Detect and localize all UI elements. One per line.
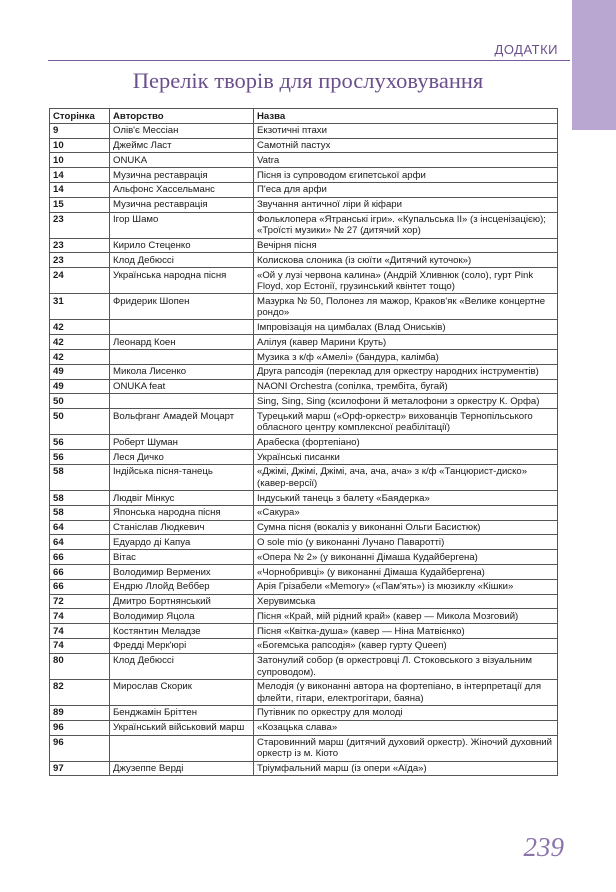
cell-author: Джузеппе Верді	[110, 761, 254, 776]
cell-page: 50	[50, 409, 110, 435]
cell-title: Тріумфальний марш (із опери «Аїда»)	[254, 761, 558, 776]
cell-author	[110, 320, 254, 335]
cell-page: 72	[50, 594, 110, 609]
cell-page: 89	[50, 705, 110, 720]
table-row	[50, 550, 558, 565]
cell-title: Звучання античної ліри й кіфари	[254, 197, 558, 212]
cell-author: Володимир Яцола	[110, 609, 254, 624]
cell-author: Музична реставрація	[110, 168, 254, 183]
page-title: Перелік творів для прослуховування	[132, 68, 484, 93]
header-rule	[48, 60, 570, 61]
cell-page: 82	[50, 679, 110, 705]
cell-author: Японська народна пісня	[110, 505, 254, 520]
cell-page: 96	[50, 735, 110, 761]
cell-title: Самотній пастух	[254, 138, 558, 153]
cell-page: 74	[50, 638, 110, 653]
cell-author: Індійська пісня-танець	[110, 464, 254, 490]
cell-page: 23	[50, 253, 110, 268]
table-row	[50, 253, 558, 268]
table-row	[50, 123, 558, 138]
table-row	[50, 197, 558, 212]
cell-title: Путівник по оркестру для молоді	[254, 705, 558, 720]
cell-author: Костянтин Меладзе	[110, 624, 254, 639]
cell-author: Фредді Мерк'юрі	[110, 638, 254, 653]
cell-title: «Козацька слава»	[254, 720, 558, 735]
cell-author: Альфонс Хассельманс	[110, 182, 254, 197]
table-row	[50, 394, 558, 409]
table-row	[50, 505, 558, 520]
cell-author: Клод Дебюссі	[110, 253, 254, 268]
cell-title: Старовинний марш (дитячий духовий оркестр). Жіночий духовний оркестр із м. Кіото	[254, 735, 558, 761]
table-row	[50, 450, 558, 465]
cell-page: 97	[50, 761, 110, 776]
cell-title: Індуський танець з балету «Баядерка»	[254, 491, 558, 506]
cell-author: Леся Дичко	[110, 450, 254, 465]
cell-title: «Богемська рапсодія» (кавер гурту Queen)	[254, 638, 558, 653]
cell-title: Колискова слоника (із сюїти «Дитячий куточок»)	[254, 253, 558, 268]
table-row	[50, 735, 558, 761]
cell-title: «Сакура»	[254, 505, 558, 520]
table-row	[50, 609, 558, 624]
cell-title: Сумна пісня (вокаліз у виконанні Ольги Басистюк)	[254, 520, 558, 535]
table-row	[50, 364, 558, 379]
cell-author: Леонард Коен	[110, 335, 254, 350]
cell-title: Турецький марш («Орф-оркестр» вихованців Тернопільського обласного центру комплексної реабілітації)	[254, 409, 558, 435]
column-header-author: Авторство	[110, 109, 254, 124]
cell-page: 10	[50, 153, 110, 168]
cell-title: Мелодія (у виконанні автора на фортепіано, в інтерпретації для флейти, гітари, електрогітари, баяна)	[254, 679, 558, 705]
table-row	[50, 535, 558, 550]
cell-page: 42	[50, 335, 110, 350]
cell-author: Фридерик Шопен	[110, 294, 254, 320]
cell-page: 9	[50, 123, 110, 138]
cell-page: 24	[50, 268, 110, 294]
table-row	[50, 638, 558, 653]
table-row	[50, 409, 558, 435]
table-row	[50, 491, 558, 506]
cell-author: ONUKA feat	[110, 379, 254, 394]
cell-page: 74	[50, 609, 110, 624]
cell-author: Дмитро Бортнянський	[110, 594, 254, 609]
table-row	[50, 520, 558, 535]
cell-author: Людвіг Мінкус	[110, 491, 254, 506]
cell-page: 23	[50, 212, 110, 238]
table-row	[50, 679, 558, 705]
cell-author: Володимир Вермених	[110, 565, 254, 580]
cell-page: 56	[50, 435, 110, 450]
cell-page: 42	[50, 320, 110, 335]
cell-title: Фольклопера «Ятранські ігри». «Купальська II» (з інсценізацією); «Троїсті музики» № 27 (дитячий хор)	[254, 212, 558, 238]
cell-author: Олів'є Мессіан	[110, 123, 254, 138]
table-row	[50, 168, 558, 183]
table-row	[50, 565, 558, 580]
cell-title: Пісня із супроводом єгипетської арфи	[254, 168, 558, 183]
cell-page: 23	[50, 238, 110, 253]
cell-author: Кирило Стеценко	[110, 238, 254, 253]
cell-author: Джеймс Ласт	[110, 138, 254, 153]
table-row	[50, 182, 558, 197]
cell-page: 49	[50, 379, 110, 394]
cell-title: «Чорнобривці» (у виконанні Дімаша Кудайбергена)	[254, 565, 558, 580]
table-row	[50, 594, 558, 609]
cell-page: 66	[50, 565, 110, 580]
table-row	[50, 705, 558, 720]
cell-title: Вечірня пісня	[254, 238, 558, 253]
table-row	[50, 653, 558, 679]
table-row	[50, 320, 558, 335]
cell-title: «Джімі, Джімі, Джімі, ача, ача, ача» з к/ф «Танцюрист-диско» (кавер-версії)	[254, 464, 558, 490]
corner-tab	[572, 0, 616, 130]
cell-page: 64	[50, 520, 110, 535]
cell-author: Вольфганг Амадей Моцарт	[110, 409, 254, 435]
cell-page: 66	[50, 579, 110, 594]
cell-page: 56	[50, 450, 110, 465]
table-row	[50, 624, 558, 639]
table-row	[50, 238, 558, 253]
cell-title: «Опера № 2» (у виконанні Дімаша Кудайбергена)	[254, 550, 558, 565]
cell-author	[110, 350, 254, 365]
cell-page: 42	[50, 350, 110, 365]
cell-author: Українська народна пісня	[110, 268, 254, 294]
cell-author: Мирослав Скорик	[110, 679, 254, 705]
cell-title: Пісня «Край, мій рідний край» (кавер — Микола Мозговий)	[254, 609, 558, 624]
cell-page: 15	[50, 197, 110, 212]
cell-page: 10	[50, 138, 110, 153]
cell-author: Вітас	[110, 550, 254, 565]
table-row	[50, 761, 558, 776]
cell-author: Станіслав Людкевич	[110, 520, 254, 535]
cell-title: Vatra	[254, 153, 558, 168]
cell-author: Клод Дебюссі	[110, 653, 254, 679]
cell-title: Арія Грізабели «Memory» («Пам'ять») із мюзиклу «Кішки»	[254, 579, 558, 594]
section-label: ДОДАТКИ	[494, 42, 558, 57]
cell-page: 31	[50, 294, 110, 320]
cell-title: Імпровізація на цимбалах (Влад Ониськів)	[254, 320, 558, 335]
cell-title: NAONI Orchestra (сопілка, трембіта, бугай)	[254, 379, 558, 394]
cell-author: Бенджамін Бріттен	[110, 705, 254, 720]
cell-title: Мазурка № 50, Полонез ля мажор, Краков'як «Велике концертне рондо»	[254, 294, 558, 320]
cell-author: Ендрю Ллойд Веббер	[110, 579, 254, 594]
cell-title: Пісня «Квітка-душа» (кавер — Ніна Матвієнко)	[254, 624, 558, 639]
cell-author: Ігор Шамо	[110, 212, 254, 238]
cell-title: Українські писанки	[254, 450, 558, 465]
cell-page: 14	[50, 168, 110, 183]
cell-title: Друга рапсодія (переклад для оркестру народних інструментів)	[254, 364, 558, 379]
cell-page: 58	[50, 464, 110, 490]
table-row	[50, 212, 558, 238]
cell-page: 49	[50, 364, 110, 379]
table-row	[50, 720, 558, 735]
table-row	[50, 294, 558, 320]
cell-author	[110, 394, 254, 409]
cell-author	[110, 735, 254, 761]
table-row	[50, 350, 558, 365]
table-row	[50, 138, 558, 153]
cell-page: 14	[50, 182, 110, 197]
cell-author: Роберт Шуман	[110, 435, 254, 450]
table-row	[50, 464, 558, 490]
table-row	[50, 379, 558, 394]
cell-author: ONUKA	[110, 153, 254, 168]
cell-title: Музика з к/ф «Амелі» (бандура, калімба)	[254, 350, 558, 365]
cell-title: Алілуя (кавер Марини Круть)	[254, 335, 558, 350]
cell-page: 96	[50, 720, 110, 735]
works-table	[49, 108, 558, 776]
table-row	[50, 153, 558, 168]
cell-title: Sing, Sing, Sing (ксилофони й металофони з оркестру К. Орфа)	[254, 394, 558, 409]
table-row	[50, 435, 558, 450]
cell-page: 64	[50, 535, 110, 550]
cell-page: 50	[50, 394, 110, 409]
table-header-row	[50, 109, 558, 124]
cell-page: 80	[50, 653, 110, 679]
cell-author: Микола Лисенко	[110, 364, 254, 379]
column-header-title: Назва	[254, 109, 558, 124]
cell-page: 58	[50, 505, 110, 520]
cell-title: Херувимська	[254, 594, 558, 609]
cell-page: 58	[50, 491, 110, 506]
page-number: 239	[523, 832, 564, 862]
table-row	[50, 579, 558, 594]
cell-title: O sole mio (у виконанні Лучано Паваротті)	[254, 535, 558, 550]
cell-author: Український військовий марш	[110, 720, 254, 735]
cell-title: П'еса для арфи	[254, 182, 558, 197]
cell-title: Арабеска (фортепіано)	[254, 435, 558, 450]
cell-author: Музична реставрація	[110, 197, 254, 212]
table-row	[50, 268, 558, 294]
column-header-page: Сторінка	[50, 109, 110, 124]
table-row	[50, 335, 558, 350]
cell-author: Едуардо ді Капуа	[110, 535, 254, 550]
cell-page: 66	[50, 550, 110, 565]
cell-title: «Ой у лузі червона калина» (Андрій Хливнюк (соло), гурт Pink Floyd, хор Естонії, грузинський квінтет тощо)	[254, 268, 558, 294]
cell-title: Екзотичні птахи	[254, 123, 558, 138]
cell-title: Затонулий собор (в оркестровці Л. Стоковського з візуальним супроводом).	[254, 653, 558, 679]
cell-page: 74	[50, 624, 110, 639]
